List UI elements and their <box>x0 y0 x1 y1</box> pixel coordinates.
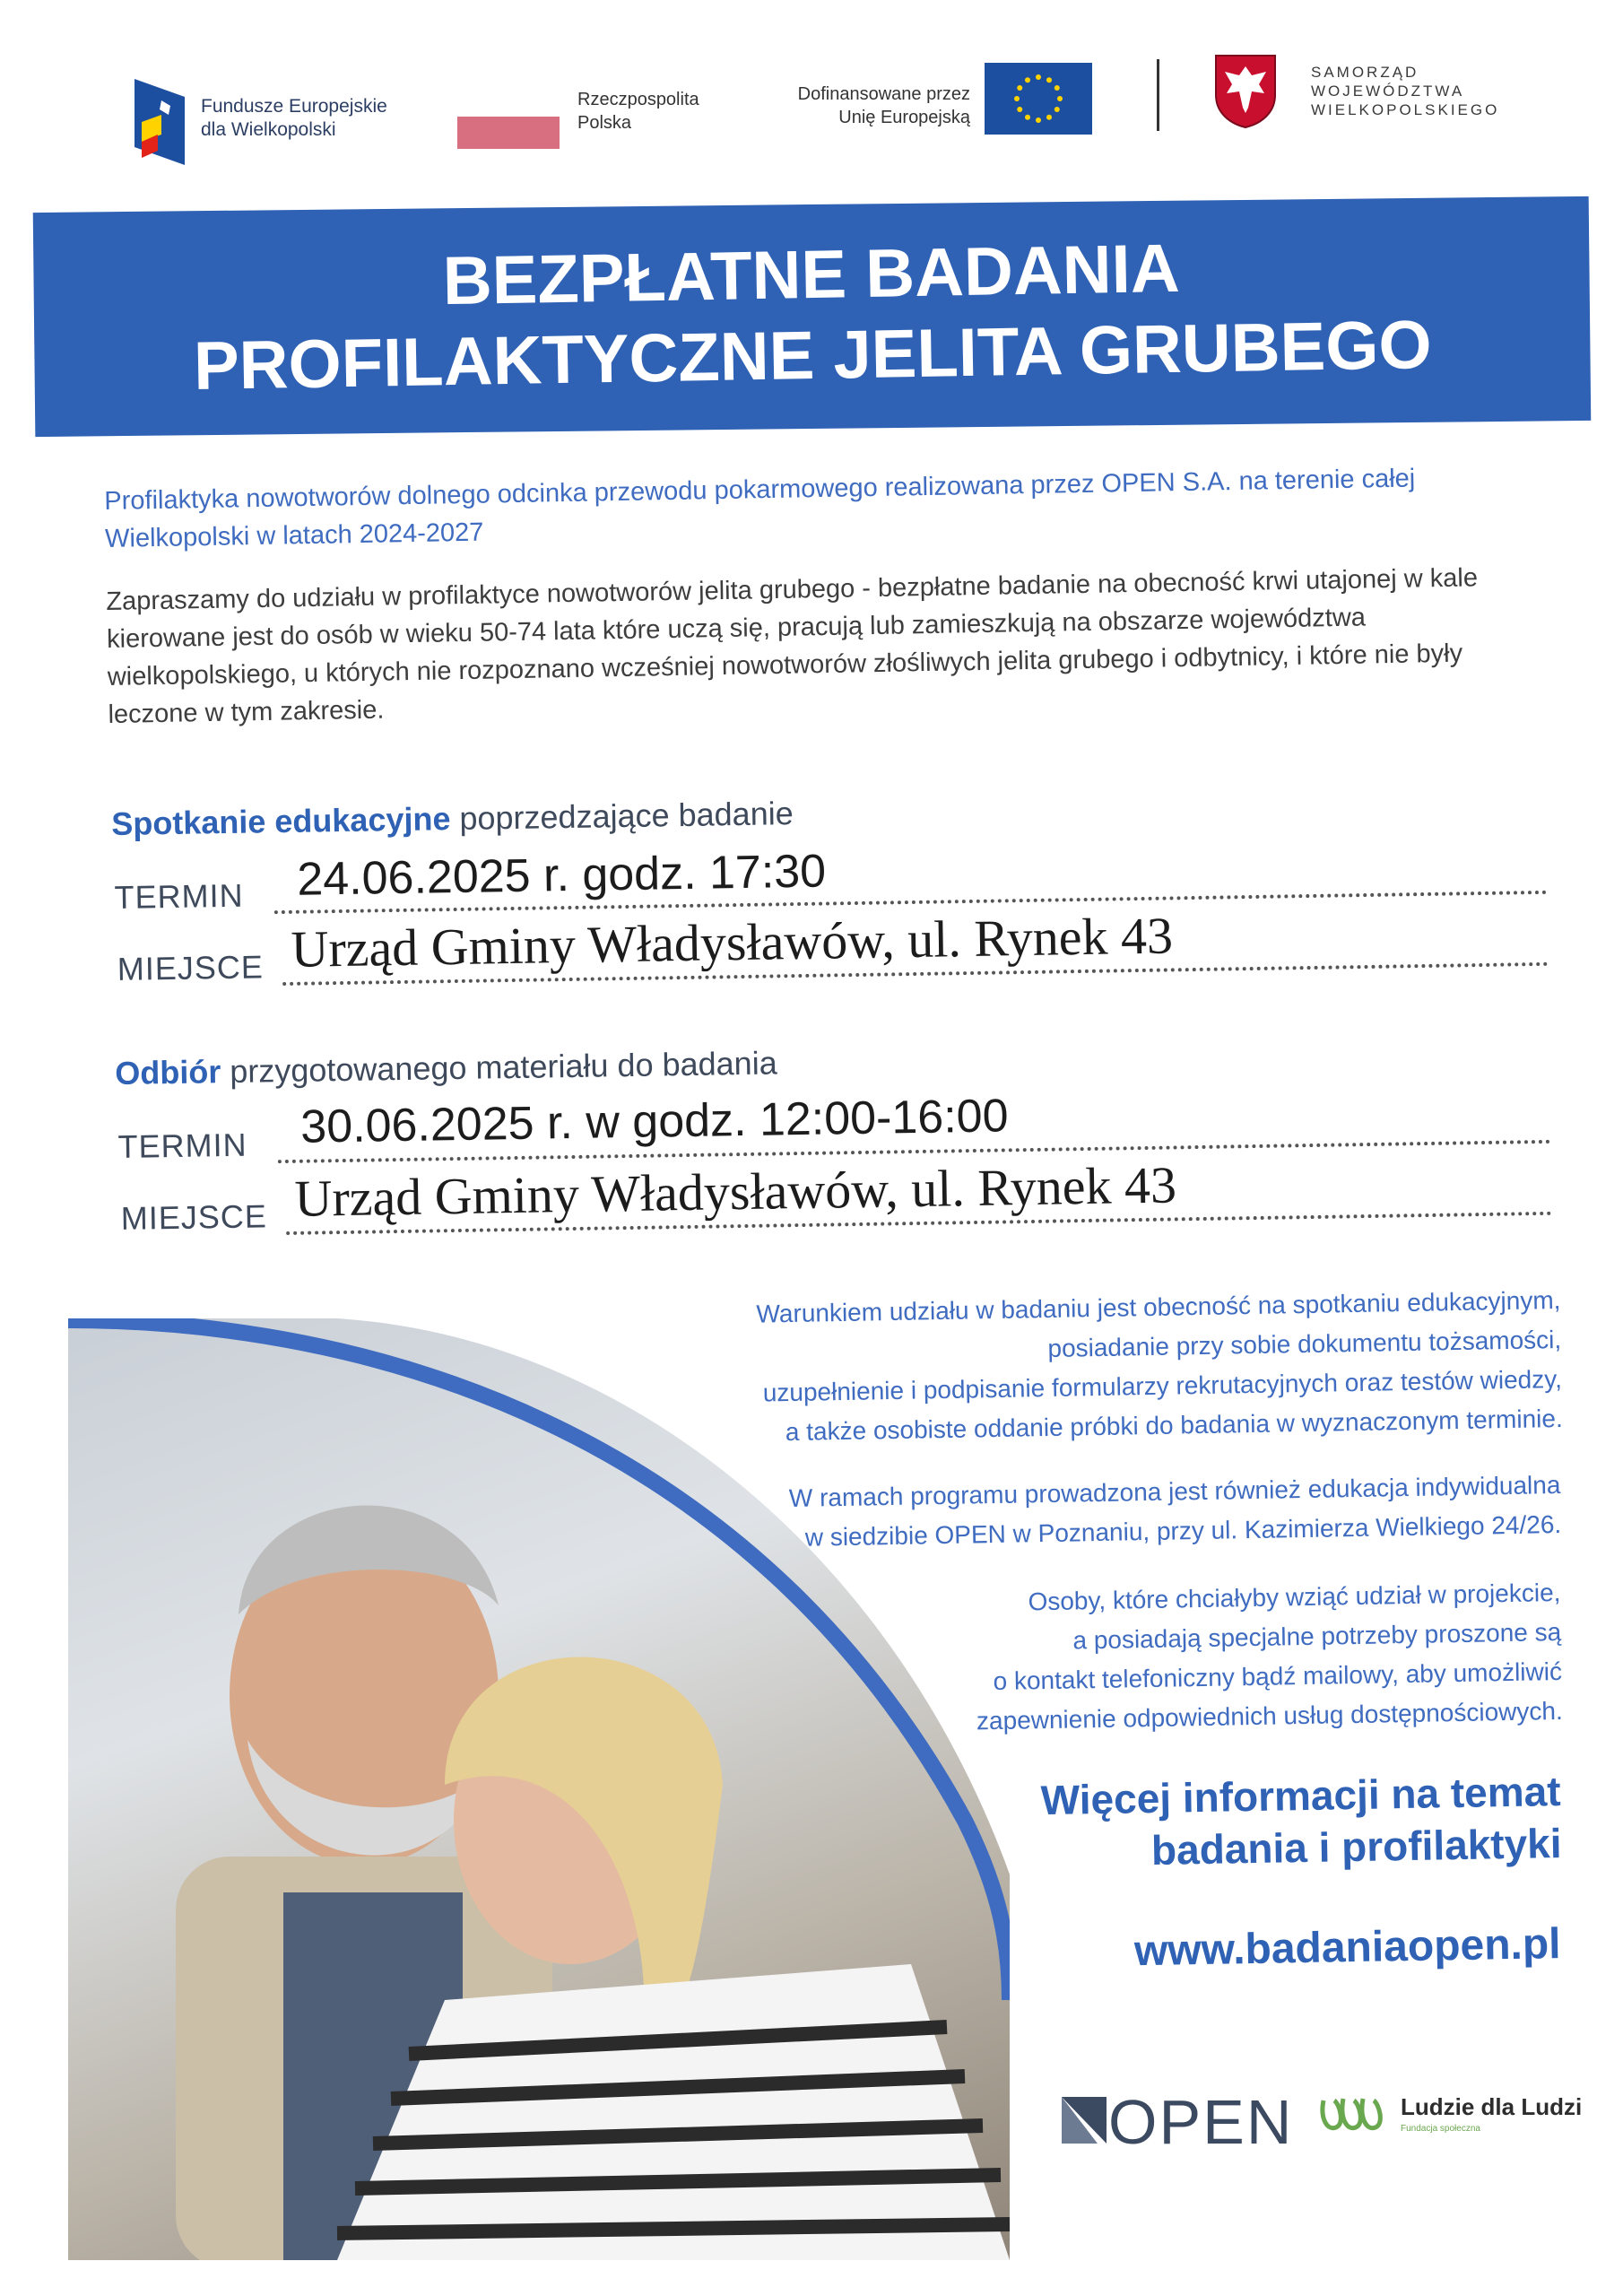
pickup-termin-label: TERMIN <box>117 1126 247 1165</box>
eu-star-icon <box>1046 77 1052 83</box>
info-accessibility-line-3: o kontakt telefoniczny bądź mailowy, aby umożliwić <box>993 1657 1563 1696</box>
eu-flag-icon <box>985 63 1092 135</box>
eu-logo-text <box>755 83 970 129</box>
eu-line-2: Unię Europejską <box>838 108 970 127</box>
fundusze-line-1: Fundusze Europejskie <box>201 96 387 117</box>
samorzad-line-2: WOJEWÓDZTWA <box>1311 83 1465 100</box>
info-requirements-line-4: a także osobiste oddanie próbki do badania w wyznaczonym terminie. <box>785 1404 1563 1447</box>
samorzad-line-3: WIELKOPOLSKIEGO <box>1311 101 1500 118</box>
pickup-miejsce-label: MIEJSCE <box>120 1197 268 1237</box>
rp-logo-text <box>577 88 699 135</box>
title-line-2: PROFILAKTYCZNE JELITA GRUBEGO <box>193 306 1433 405</box>
info-requirements-line-3: uzupełnienie i podpisanie formularzy rekrutacyjnych oraz testów wiedzy, <box>762 1364 1563 1407</box>
pickup-termin-value: 30.06.2025 r. w godz. 12:00-16:00 <box>299 1090 1009 1153</box>
meeting-miejsce-value: Urząd Gminy Władysławów, ul. Rynek 43 <box>291 906 1174 978</box>
title-line-1: BEZPŁATNE BADANIA <box>442 230 1181 320</box>
pickup-section <box>115 1032 1552 1243</box>
info-education <box>628 1465 1561 1561</box>
ludzie-dla-ludzi-subtext: Fundacja społeczna <box>1401 2124 1480 2134</box>
info-requirements-line-1: Warunkiem udziału w badaniu jest obecność na spotkaniu edukacyjnym, <box>756 1285 1561 1328</box>
rp-line-2: Polska <box>577 113 632 133</box>
samorzad-line-1: SAMORZĄD <box>1311 64 1419 81</box>
coat-of-arms-eagle-icon <box>1214 54 1277 129</box>
samorzad-logo-text <box>1311 63 1499 119</box>
info-education-line-2: w siedzibie OPEN w Poznaniu, przy ul. Kazimierza Wielkiego 24/26. <box>804 1509 1562 1552</box>
polish-flag-icon <box>457 117 560 149</box>
info-requirements <box>628 1281 1563 1455</box>
meeting-section <box>111 783 1549 994</box>
intro-body: Zapraszamy do udziału w profilaktyce nowotworów jelita grubego - bezpłatne badanie na obecność krwi utajonej w kale kierowane jest do osób w wieku 50-74 lata które uczą się, pracują lub zamieszkują na obszarze województwa wielkopolskiego, u których nie rozpoznano wcześniej nowotworów złośliwych jelita grubego i odbytnicy, i które nie były leczone w tym zakresie. <box>106 563 1479 729</box>
eu-star-icon <box>1017 107 1022 112</box>
info-accessibility-line-1: Osoby, które chciałyby wziąć udział w projekcie, <box>1028 1578 1561 1616</box>
info-accessibility-line-4: zapewnienie odpowiednich usług dostępnościowych. <box>976 1696 1563 1735</box>
ludzie-dla-ludzi-logo-text: Ludzie dla Ludzi <box>1401 2093 1583 2120</box>
eu-star-icon <box>1014 96 1020 101</box>
more-info-line-1: Więcej informacji na temat <box>1040 1767 1561 1824</box>
rp-line-1: Rzeczpospolita <box>577 90 699 109</box>
eu-star-icon <box>1046 115 1052 120</box>
info-accessibility <box>628 1573 1563 1747</box>
meeting-heading-bold: Spotkanie edukacyjne <box>111 800 451 842</box>
more-info-line-2: badania i profilaktyki <box>1150 1819 1562 1874</box>
fundusze-europejskie-logo-icon <box>135 79 185 165</box>
meeting-termin-label: TERMIN <box>114 876 244 916</box>
more-info-heading <box>807 1765 1562 1883</box>
open-logo-icon <box>1062 2097 1107 2144</box>
meeting-termin-value: 24.06.2025 r. godz. 17:30 <box>296 845 827 906</box>
eu-star-icon <box>1036 117 1041 123</box>
logo-divider <box>1157 59 1159 131</box>
fundusze-line-2: dla Wielkopolski <box>201 119 336 140</box>
meeting-heading-rest: poprzedzające badanie <box>450 795 794 838</box>
info-education-line-1: W ramach programu prowadzona jest również edukacja indywidualna <box>788 1470 1561 1513</box>
pickup-miejsce-value: Urząd Gminy Władysławów, ul. Rynek 43 <box>294 1155 1177 1228</box>
eu-star-icon <box>1057 96 1063 101</box>
info-requirements-line-2: posiadanie przy sobie dokumentu tożsamości, <box>1047 1325 1562 1362</box>
eu-star-icon <box>1025 115 1030 120</box>
pickup-heading-bold: Odbiór <box>115 1053 221 1091</box>
pickup-heading-rest: przygotowanego materiału do badania <box>220 1044 777 1091</box>
page-title <box>33 222 1592 410</box>
intro-lead: Profilaktyka nowotworów dolnego odcinka przewodu pokarmowego realizowana przez OPEN S.A. na terenie całej Wielkopolski w latach 2024-2027 <box>104 464 1416 553</box>
eu-star-icon <box>1036 74 1041 80</box>
info-accessibility-line-2: a posiadają specjalne potrzeby proszone są <box>1072 1617 1562 1655</box>
eu-star-icon <box>1055 85 1060 91</box>
eu-line-1: Dofinansowane przez <box>797 84 970 104</box>
open-logo-text: OPEN <box>1108 2087 1294 2157</box>
ludzie-dla-ludzi-logo-icon <box>1318 2092 1390 2136</box>
meeting-miejsce-label: MIEJSCE <box>117 948 265 987</box>
fundusze-logo-text <box>201 95 387 142</box>
website-link[interactable]: www.badaniaopen.pl <box>1133 1919 1561 1976</box>
eu-star-icon <box>1025 77 1030 83</box>
eu-star-icon <box>1055 107 1060 112</box>
eu-star-icon <box>1017 85 1022 91</box>
